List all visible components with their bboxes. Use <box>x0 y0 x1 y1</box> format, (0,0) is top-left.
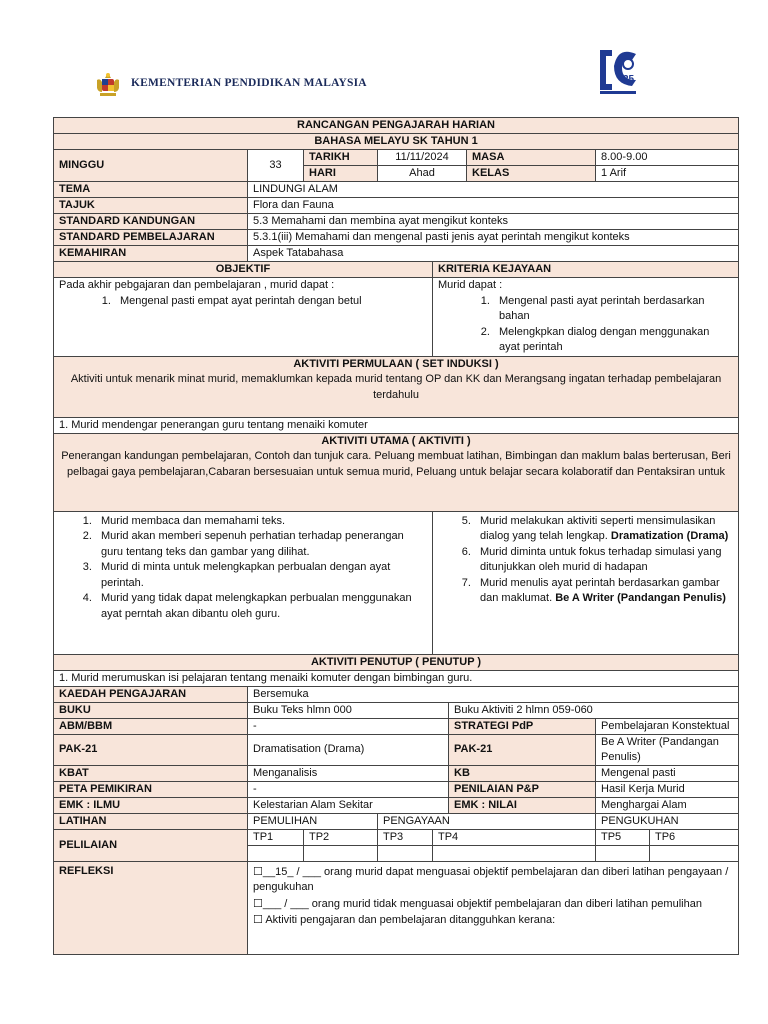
latihan-row <box>54 813 739 829</box>
kb-value: Mengenal pasti <box>596 765 739 781</box>
utama-block <box>54 433 739 511</box>
malaysia-crest-icon <box>93 70 123 100</box>
strategi-label: STRATEGI PdP <box>449 718 596 734</box>
buku-label: BUKU <box>54 702 248 718</box>
ministry-name: KEMENTERIAN PENDIDIKAN MALAYSIA <box>131 77 367 89</box>
tp-score-cell[interactable] <box>596 845 650 861</box>
kelas-value: 1 Arif <box>596 166 739 182</box>
emk-nilai-value: Menghargai Alam <box>596 797 739 813</box>
emk-nilai-label: EMK : NILAI <box>449 797 596 813</box>
refleksi-line: ☐___ / ___ orang murid tidak menguasai objektif pembelajaran dan diberi latihan pemulihan <box>253 896 702 910</box>
title-row-2 <box>54 134 739 150</box>
permulaan-desc: Aktiviti untuk menarik minat murid, memaklumkan kepada murid tentang OP dan KK dan Merangsang ingatan terhadap pembelajaran terdahulu <box>70 373 722 401</box>
penutup-step-row <box>54 670 739 686</box>
permulaan-step-row <box>54 417 739 433</box>
utama-step: 3. Murid di minta untuk melengkapkan perbualan dengan ayat perintah. <box>95 560 427 591</box>
pak-label-2: PAK-21 <box>449 734 596 765</box>
tp-score-cell[interactable] <box>650 845 739 861</box>
permulaan-row <box>54 356 739 417</box>
kriteria-content <box>433 278 739 357</box>
utama-label: AKTIVITI UTAMA ( AKTIVITI ) <box>321 434 471 447</box>
pak-value-2: Be A Writer (Pandangan Penulis) <box>596 734 739 765</box>
objektif-content <box>54 278 433 357</box>
utama-steps-left <box>54 511 433 654</box>
sk-row <box>54 214 739 230</box>
emk-row <box>54 797 739 813</box>
pelilaian-row-1 <box>54 829 739 845</box>
sp-label: STANDARD PEMBELAJARAN <box>54 230 248 246</box>
permulaan-label: AKTIVITI PERMULAAN ( SET INDUKSI ) <box>293 357 499 370</box>
tarikh-value: 11/11/2024 <box>378 150 467 166</box>
tp-cell: TP4 <box>433 829 596 845</box>
latihan-pemulihan: PEMULIHAN <box>248 813 378 829</box>
tajuk-label: TAJUK <box>54 198 248 214</box>
kriteria-item: 1. Mengenal pasti ayat perintah berdasarkan bahan <box>493 294 733 325</box>
buku-value-1: Buku Teks hlmn 000 <box>248 702 449 718</box>
minggu-value: 33 <box>248 150 304 182</box>
utama-desc: Penerangan kandungan pembelajaran, Contoh dan tunjuk cara. Peluang membuat latihan, Bimbingan dan maklum balas berterusan, Beri pelbagai gaya pembelajaran,Cabaran bersesuaian untuk semua murid, Peluang untuk belajar secara kolaboratif dan Pentaksiran untuk <box>61 450 731 478</box>
peta-label: PETA PEMIKIRAN <box>54 781 248 797</box>
latihan-pengukuhan: PENGUKUHAN <box>596 813 739 829</box>
pak-value-1: Dramatisation (Drama) <box>248 734 449 765</box>
kriteria-label: KRITERIA KEJAYAAN <box>433 262 739 278</box>
refleksi-row <box>54 861 739 954</box>
tp-cell: TP1 <box>248 829 304 845</box>
tp-cell: TP6 <box>650 829 739 845</box>
utama-steps-right <box>433 511 739 654</box>
title-row-1 <box>54 118 739 134</box>
objektif-intro: Pada akhir pebgajaran dan pembelajaran , murid dapat : <box>59 279 335 291</box>
pelilaian-label: PELILAIAN <box>54 829 248 861</box>
logo-number: 25 <box>623 74 635 85</box>
tp-cell: TP2 <box>304 829 378 845</box>
objektif-label: OBJEKTIF <box>54 262 433 278</box>
checkbox-icon[interactable]: ☐ <box>253 896 263 910</box>
objektif-item: 1. Mengenal pasti empat ayat perintah dengan betul <box>114 294 427 310</box>
latihan-pengayaan: PENGAYAAN <box>378 813 596 829</box>
info-row-1 <box>54 150 739 166</box>
masa-value: 8.00-9.00 <box>596 150 739 166</box>
letterhead <box>0 0 768 115</box>
minggu-label: MINGGU <box>54 150 248 182</box>
utama-row <box>54 433 739 511</box>
penilaian-value: Hasil Kerja Murid <box>596 781 739 797</box>
sp-row <box>54 230 739 246</box>
plan-title: RANCANGAN PENGAJARAH HARIAN <box>54 118 739 134</box>
kbat-row <box>54 765 739 781</box>
tp-score-cell[interactable] <box>378 845 433 861</box>
tema-label: TEMA <box>54 182 248 198</box>
kriteria-intro: Murid dapat : <box>438 279 503 291</box>
refleksi-content <box>248 861 739 954</box>
checkbox-icon[interactable]: ☐ <box>253 913 263 926</box>
sk-label: STANDARD KANDUNGAN <box>54 214 248 230</box>
tajuk-value: Flora dan Fauna <box>248 198 739 214</box>
strategi-value: Pembelajaran Konstektual <box>596 718 739 734</box>
penilaian-label: PENILAIAN P&P <box>449 781 596 797</box>
anniversary-logo-icon <box>592 44 642 96</box>
utama-step: 5. Murid melakukan aktiviti seperti mensimulasikan dialog yang telah lengkap. Dramatization (Drama) <box>474 514 733 545</box>
kbat-label: KBAT <box>54 765 248 781</box>
buku-value-2: Buku Aktiviti 2 hlmn 059-060 <box>449 702 739 718</box>
utama-step: 7. Murid menulis ayat perintah berdasarkan gambar dan maklumat. Be A Writer (Pandangan Penulis) <box>474 576 733 607</box>
penutup-header-row <box>54 654 739 670</box>
refleksi-label: REFLEKSI <box>54 861 248 954</box>
utama-step: 2. Murid akan memberi sepenuh perhatian terhadap penerangan guru tentang teks dan gambar yang dilihat. <box>95 529 427 560</box>
tp-score-cell[interactable] <box>433 845 596 861</box>
utama-step: 6. Murid diminta untuk fokus terhadap simulasi yang ditunjukkan oleh murid di hadapan <box>474 545 733 576</box>
tp-cell: TP5 <box>596 829 650 845</box>
penutup-label: AKTIVITI PENUTUP ( PENUTUP ) <box>54 654 739 670</box>
permulaan-step: 1. Murid mendengar penerangan guru tentang menaiki komuter <box>54 417 739 433</box>
utama-step: 1. Murid membaca dan memahami teks. <box>95 514 427 530</box>
plan-subtitle: BAHASA MELAYU SK TAHUN 1 <box>54 134 739 150</box>
kbat-value: Menganalisis <box>248 765 449 781</box>
pak-row <box>54 734 739 765</box>
hari-label: HARI <box>304 166 378 182</box>
tarikh-label: TARIKH <box>304 150 378 166</box>
latihan-label: LATIHAN <box>54 813 248 829</box>
abm-row <box>54 718 739 734</box>
abm-value: - <box>248 718 449 734</box>
tajuk-row <box>54 198 739 214</box>
kemahiran-label: KEMAHIRAN <box>54 246 248 262</box>
sk-value: 5.3 Memahami dan membina ayat mengikut konteks <box>248 214 739 230</box>
tp-cell: TP3 <box>378 829 433 845</box>
penutup-step: 1. Murid merumuskan isi pelajaran tentang menaiki komuter dengan bimbingan guru. <box>54 670 739 686</box>
sp-value: 5.3.1(iii) Memahami dan mengenal pasti jenis ayat perintah mengikut konteks <box>248 230 739 246</box>
tema-row <box>54 182 739 198</box>
kaedah-row <box>54 686 739 702</box>
masa-label: MASA <box>467 150 596 166</box>
utama-steps-row <box>54 511 739 654</box>
emk-ilmu-label: EMK : ILMU <box>54 797 248 813</box>
tema-value: LINDUNGI ALAM <box>248 182 739 198</box>
kb-label: KB <box>449 765 596 781</box>
kelas-label: KELAS <box>467 166 596 182</box>
tp-score-cell[interactable] <box>304 845 378 861</box>
refleksi-line: ☐ Aktiviti pengajaran dan pembelajaran ditangguhkan kerana: <box>253 913 556 926</box>
checkbox-icon[interactable]: ☐ <box>253 864 263 878</box>
kemahiran-value: Aspek Tatabahasa <box>248 246 739 262</box>
kaedah-value: Bersemuka <box>248 686 739 702</box>
objektif-header-row <box>54 262 739 278</box>
abm-label: ABM/BBM <box>54 718 248 734</box>
objektif-content-row <box>54 278 739 357</box>
pak-label: PAK-21 <box>54 734 248 765</box>
refleksi-line: ☐__15_ / ___ orang murid dapat menguasai objektif pembelajaran dan diberi latihan pengayaan / pengukuhan <box>253 864 729 893</box>
kriteria-item: 2. Melengkpkan dialog dengan menggunakan ayat perintah <box>493 325 733 356</box>
kaedah-label: KAEDAH PENGAJARAN <box>54 686 248 702</box>
utama-step: 4. Murid yang tidak dapat melengkapkan perbualan menggunakan ayat perntah akan dibantu oleh guru. <box>95 591 427 622</box>
peta-row <box>54 781 739 797</box>
kemahiran-row <box>54 246 739 262</box>
lesson-plan-table <box>53 117 739 955</box>
buku-row <box>54 702 739 718</box>
permulaan-block <box>54 356 739 417</box>
emk-ilmu-value: Kelestarian Alam Sekitar <box>248 797 449 813</box>
tp-score-cell[interactable] <box>248 845 304 861</box>
peta-value: - <box>248 781 449 797</box>
hari-value: Ahad <box>378 166 467 182</box>
